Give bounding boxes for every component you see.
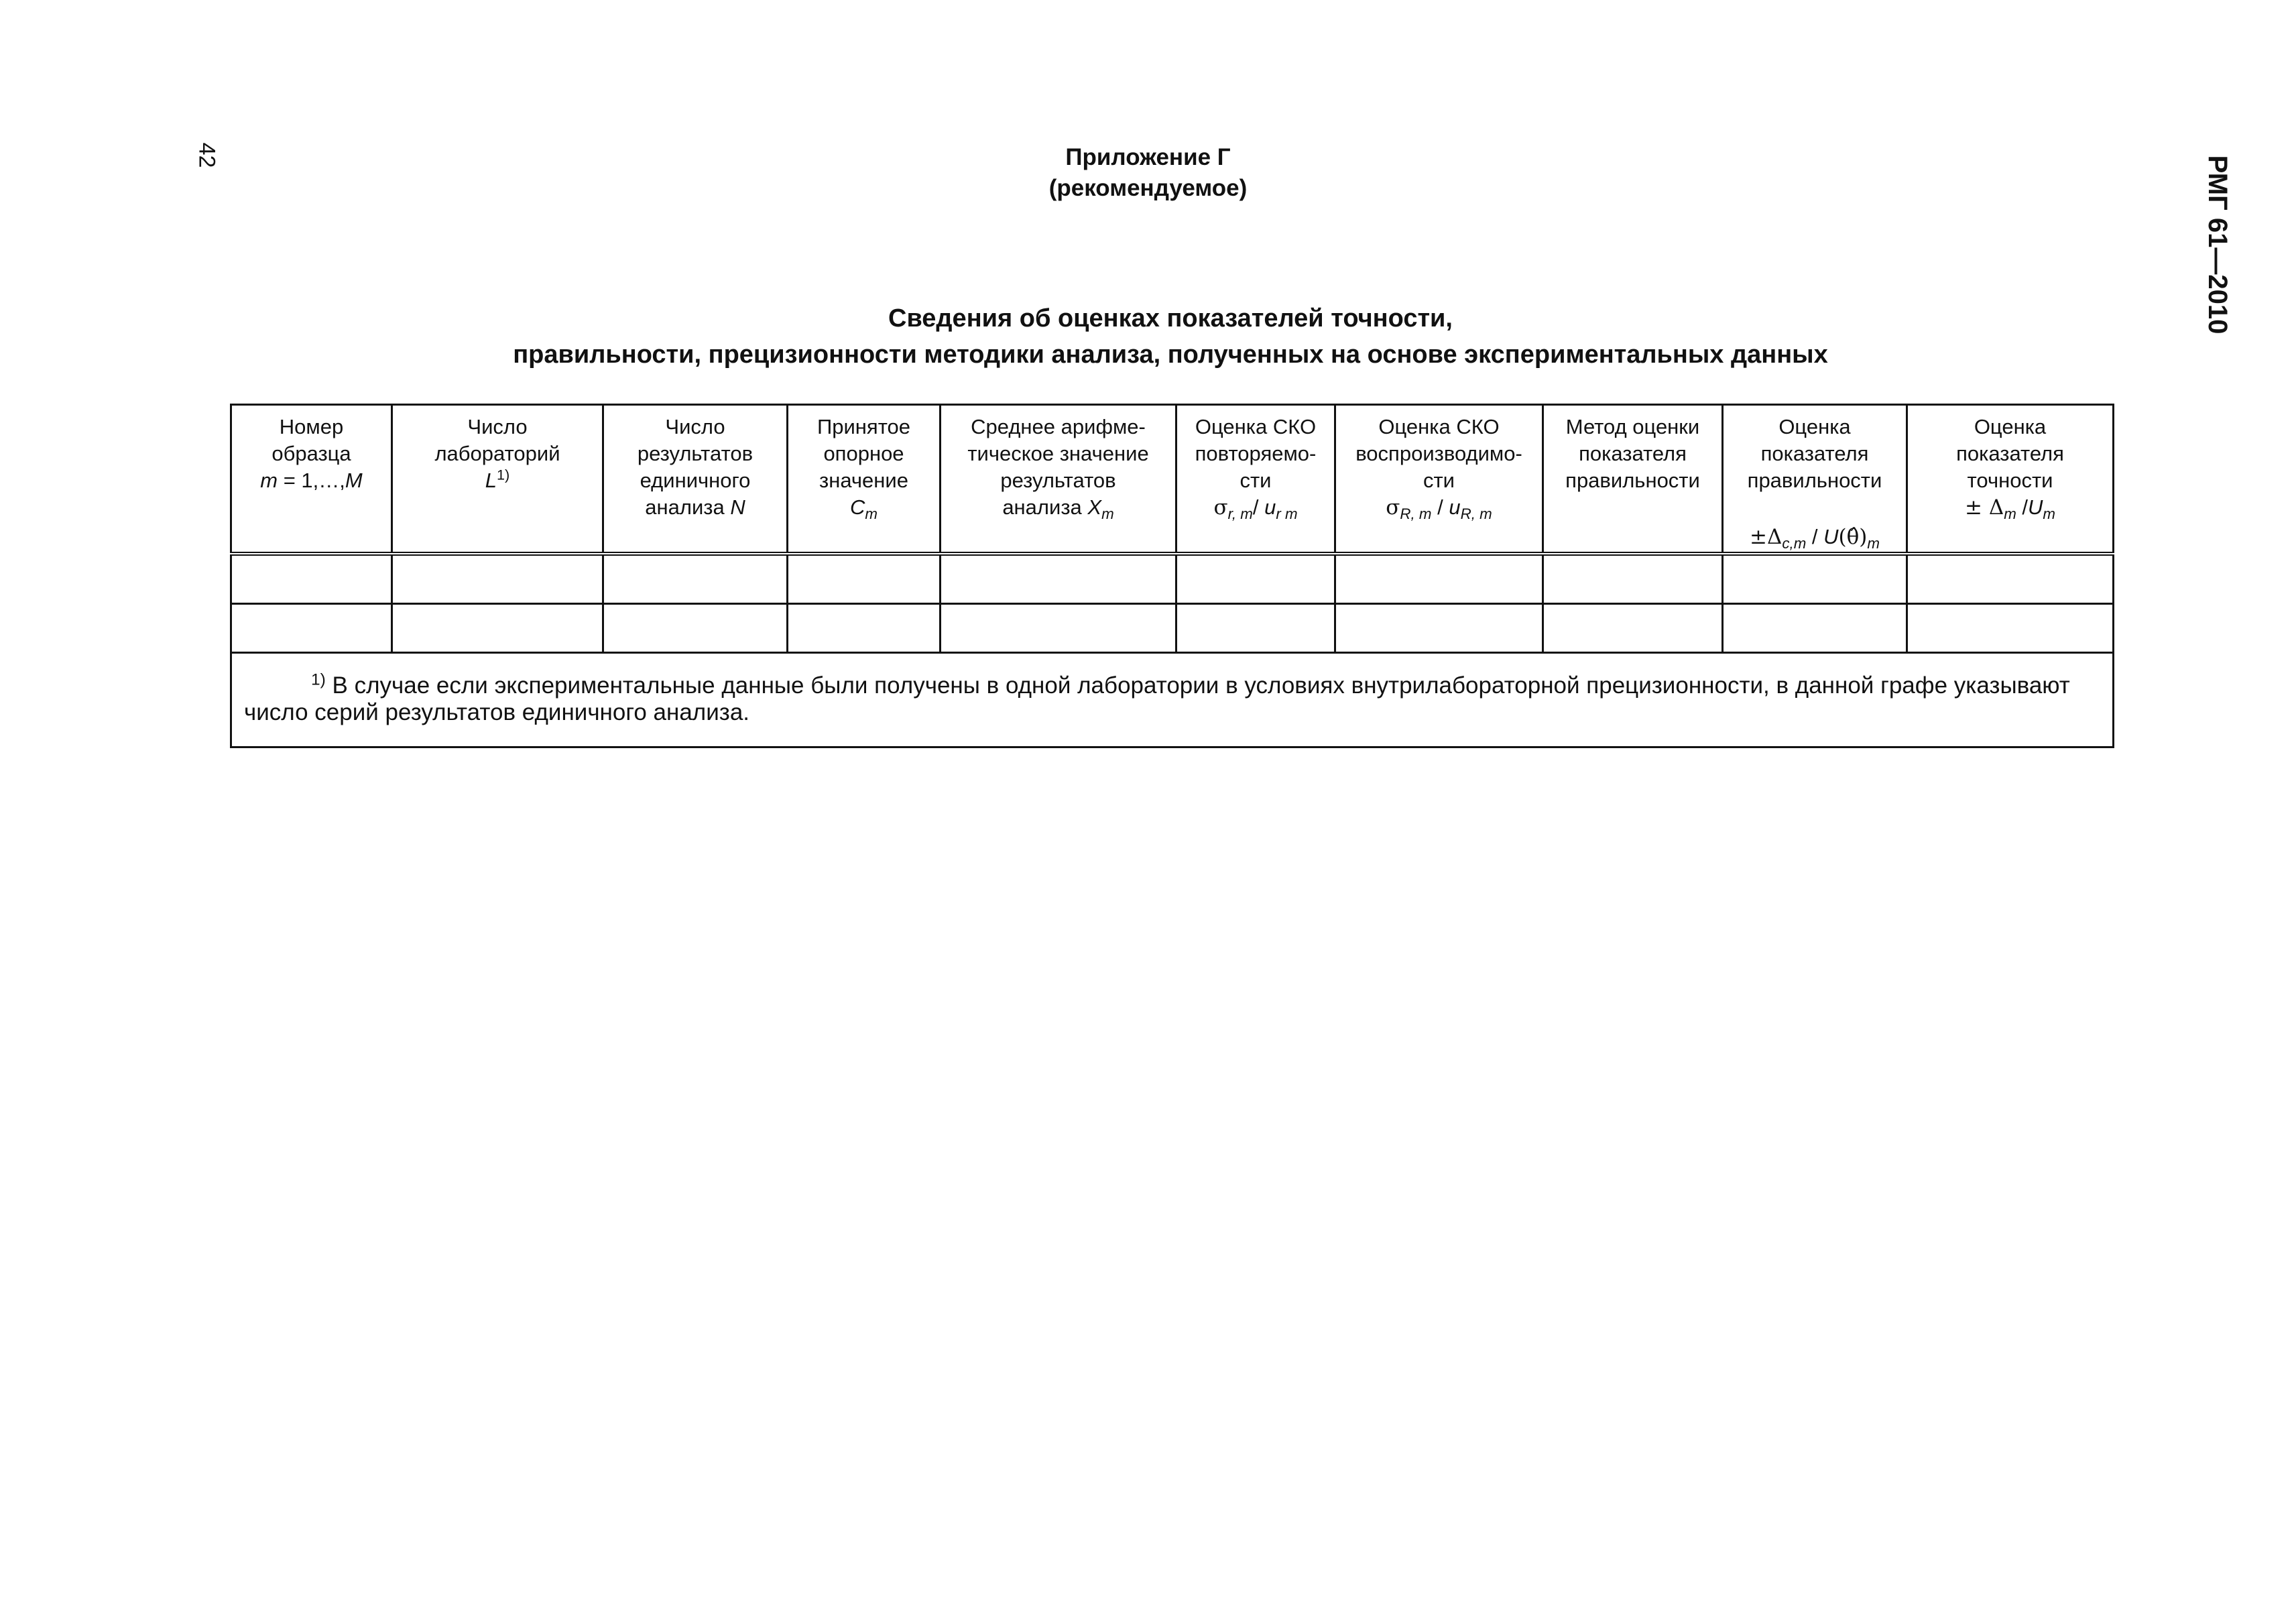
table-cell — [1907, 604, 2114, 653]
table-row — [231, 604, 2114, 653]
header-line: показателя — [1760, 442, 1869, 465]
formula-text: = 1,…, — [278, 469, 345, 492]
formula-subscript: m — [1867, 535, 1880, 552]
column-header-repeatability — [1176, 405, 1335, 554]
header-line: Принятое — [817, 415, 911, 438]
table-title-line-1: Сведения об оценках показателей точности, — [888, 304, 1453, 333]
formula-symbol: (θ̂) — [1838, 525, 1868, 549]
header-line: Число — [467, 415, 528, 438]
table-cell — [392, 554, 603, 604]
footnote-mark: 1) — [311, 670, 326, 689]
column-header-lab-count — [392, 405, 603, 554]
formula-text: / — [2016, 495, 2029, 519]
formula-symbol: N — [730, 495, 745, 519]
formula-symbol: U — [1823, 525, 1839, 548]
formula-symbol: ±Δ — [1749, 525, 1783, 549]
header-line: сти — [1423, 469, 1455, 492]
table-cell — [1723, 554, 1907, 604]
header-line: сти — [1240, 469, 1272, 492]
table-footnote — [231, 653, 2114, 747]
formula-subscript: r, m — [1227, 505, 1253, 523]
table-cell — [788, 604, 941, 653]
formula-symbol: ± Δ — [1964, 495, 2004, 520]
formula-symbol: u — [1449, 495, 1461, 519]
table-cell — [392, 604, 603, 653]
formula-symbol: m — [260, 469, 278, 492]
table-cell — [1543, 604, 1723, 653]
table-cell — [941, 604, 1176, 653]
table-title — [228, 300, 2113, 373]
table-cell — [1335, 604, 1543, 653]
formula-subscript: R, m — [1400, 505, 1432, 523]
formula-symbol: σ — [1386, 495, 1400, 520]
table-cell — [603, 604, 788, 653]
formula-subscript: m — [2004, 505, 2016, 523]
column-header-accuracy-estimate — [1907, 405, 2114, 554]
document-code: РМГ 61—2010 — [2203, 155, 2232, 335]
header-line: точности — [1967, 469, 2053, 492]
header-line: Оценка — [1778, 415, 1851, 438]
table-cell — [1176, 554, 1335, 604]
formula-subscript: R, m — [1460, 505, 1492, 523]
header-line: Оценка СКО — [1378, 415, 1500, 438]
header-formula — [788, 494, 939, 521]
header-line: правильности — [1565, 469, 1700, 492]
header-line: показателя — [1579, 442, 1687, 465]
formula-symbol: L — [485, 469, 497, 492]
formula-symbol: M — [345, 469, 363, 492]
column-header-reproducibility — [1335, 405, 1543, 554]
formula-symbol: σ — [1213, 495, 1228, 520]
column-header-mean-value — [941, 405, 1176, 554]
header-line: воспроизводимо- — [1355, 442, 1522, 465]
formula-subscript: m — [1101, 505, 1114, 523]
header-line: Оценка СКО — [1195, 415, 1317, 438]
formula-symbol: U — [2028, 495, 2043, 519]
formula-subscript: r m — [1276, 505, 1298, 523]
header-line: лабораторий — [434, 442, 560, 465]
header-line: опорное — [823, 442, 904, 465]
appendix-heading — [0, 142, 2296, 204]
header-line: образца — [271, 442, 351, 465]
header-line: Число — [665, 415, 725, 438]
header-formula — [1336, 494, 1542, 521]
table-row — [231, 554, 2114, 604]
formula-symbol: u — [1264, 495, 1276, 519]
formula-symbol: X — [1087, 495, 1102, 519]
formula-text: анализа — [645, 495, 731, 519]
column-header-reference-value — [788, 405, 941, 554]
table-cell — [1543, 554, 1723, 604]
table-cell — [1335, 554, 1543, 604]
column-header-result-count — [603, 405, 788, 554]
formula-text: / — [1252, 495, 1265, 519]
formula-text: / — [1806, 525, 1824, 548]
header-line: результатов — [1000, 469, 1116, 492]
table-cell — [1723, 604, 1907, 653]
header-line: результатов — [637, 442, 753, 465]
header-line: Оценка — [1974, 415, 2047, 438]
header-line: правильности — [1747, 469, 1882, 492]
header-formula — [1724, 524, 1906, 550]
header-line: Метод оценки — [1565, 415, 1700, 438]
formula-subscript: m — [865, 505, 878, 523]
header-line: Среднее арифме- — [971, 415, 1146, 438]
footnote-row — [231, 653, 2114, 747]
header-formula — [941, 494, 1175, 521]
formula-symbol: C — [850, 495, 865, 519]
table-cell — [941, 554, 1176, 604]
table-cell — [1907, 554, 2114, 604]
formula-text: / — [1431, 495, 1449, 519]
table-cell — [1176, 604, 1335, 653]
header-line: тическое значение — [967, 442, 1149, 465]
data-table — [230, 404, 2114, 748]
column-header-trueness-method — [1543, 405, 1723, 554]
table-cell — [231, 604, 392, 653]
table-header-row — [231, 405, 2114, 554]
header-formula — [604, 494, 786, 521]
appendix-status: (рекомендуемое) — [1048, 175, 1248, 201]
table-title-line-2: правильности, прецизионности методики анализа, полученных на основе экспериментальных данных — [513, 341, 1828, 369]
table-cell — [231, 554, 392, 604]
header-line: показателя — [1956, 442, 2064, 465]
table-cell — [788, 554, 941, 604]
header-formula — [1908, 494, 2112, 521]
appendix-title: Приложение Г — [1065, 144, 1231, 170]
header-line: Номер — [279, 415, 344, 438]
header-formula — [393, 467, 602, 494]
header-line: единичного — [640, 469, 751, 492]
column-header-trueness-estimate — [1723, 405, 1907, 554]
table-cell — [603, 554, 788, 604]
footnote-text: В случае если экспериментальные данные были получены в одной лаборатории в условиях внутрилабораторной прецизионности, в данной графе указывают число серий результатов единичного анализа. — [244, 672, 2070, 725]
formula-subscript: c,m — [1782, 535, 1807, 552]
header-formula — [232, 467, 391, 494]
page-number: 42 — [194, 142, 220, 168]
formula-subscript: m — [2043, 505, 2056, 523]
header-line: значение — [819, 469, 908, 492]
footnote-reference: 1) — [496, 466, 510, 483]
header-line: повторяемо- — [1195, 442, 1317, 465]
header-formula — [1177, 494, 1334, 521]
formula-text: анализа — [1002, 495, 1088, 519]
column-header-sample-number — [231, 405, 392, 554]
